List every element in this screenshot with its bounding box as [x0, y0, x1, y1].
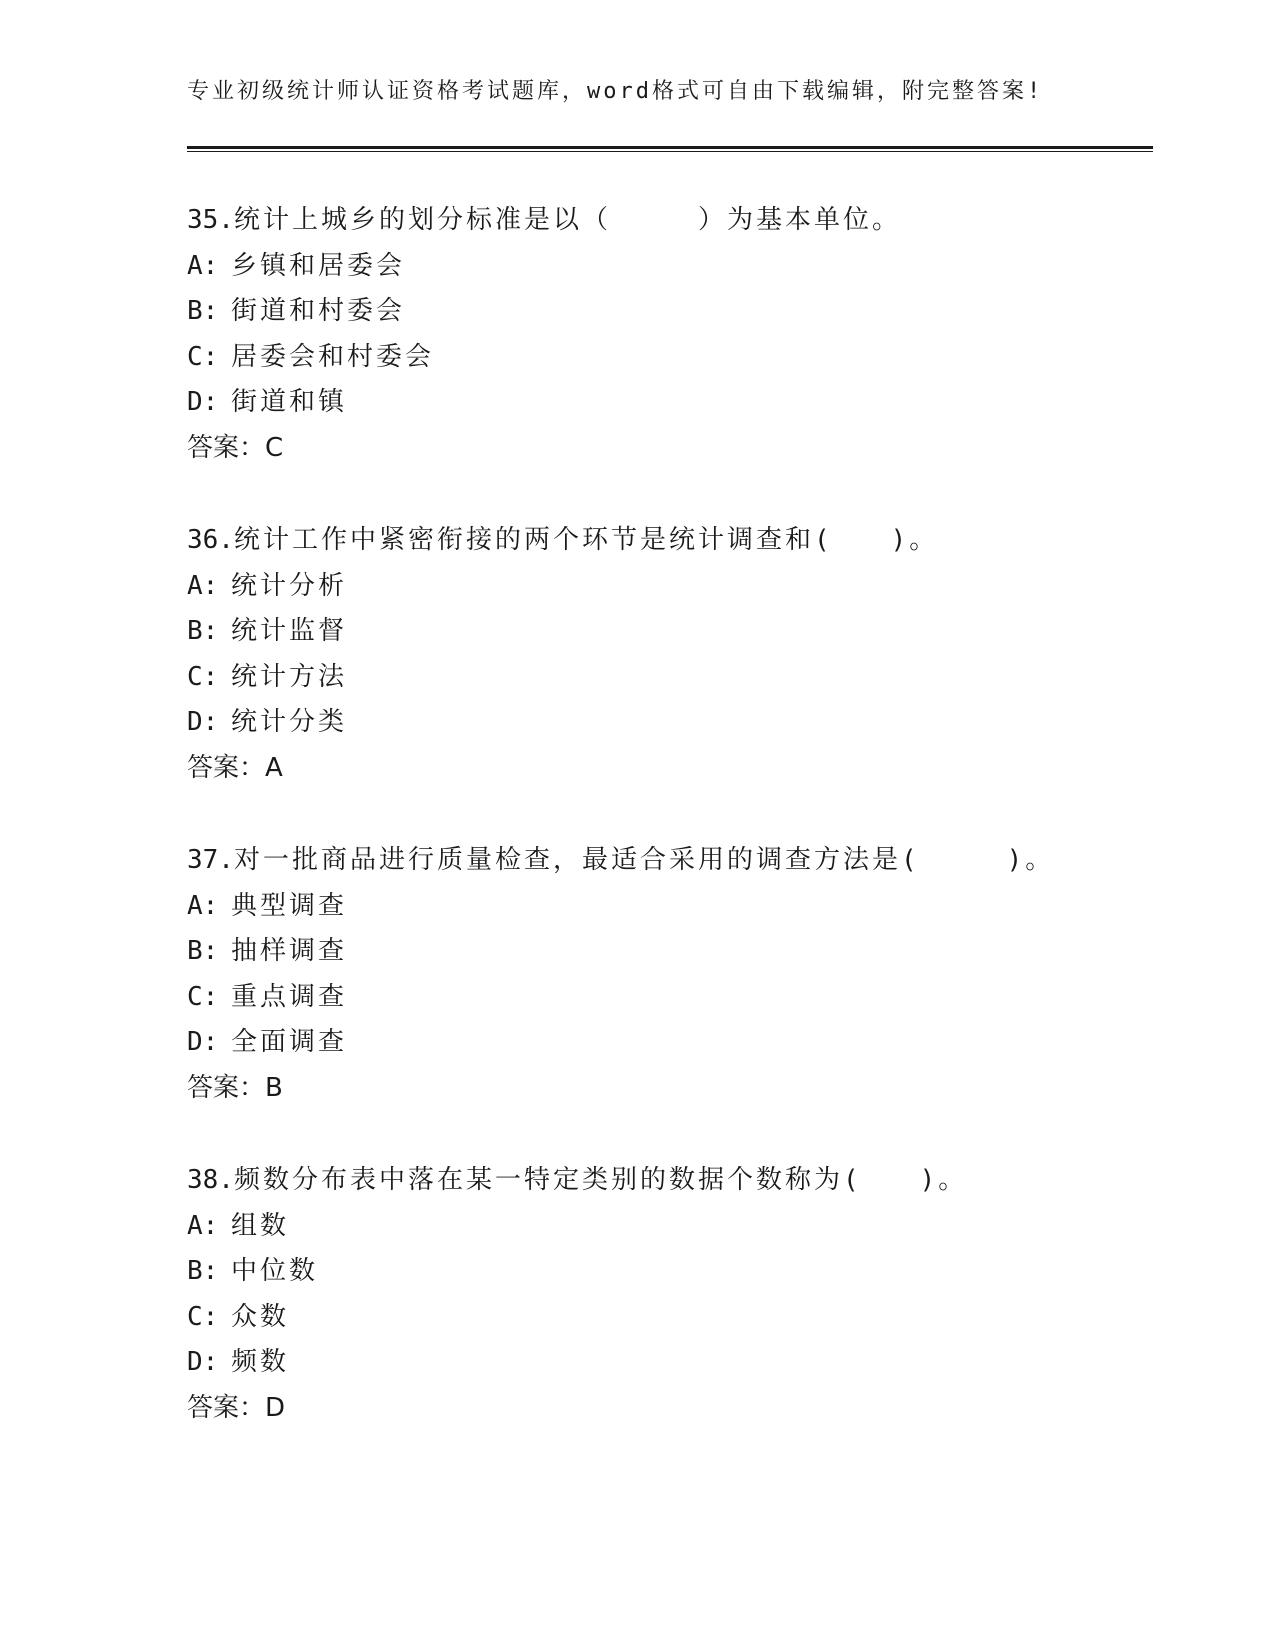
- question-number: 38.: [187, 1165, 234, 1195]
- question-number: 35.: [187, 205, 234, 235]
- option-key: A:: [187, 1210, 219, 1241]
- option-a: [187, 244, 1167, 290]
- option-key: D:: [187, 707, 219, 737]
- option-key: C:: [187, 981, 219, 1012]
- option-text: 中位数: [231, 1256, 319, 1286]
- option-c: [187, 1295, 1167, 1341]
- answer-value: C: [265, 432, 285, 463]
- page-header: 专业初级统计师认证资格考试题库，word格式可自由下载编辑，附完整答案!: [187, 79, 1044, 104]
- question-stem: [187, 198, 1167, 244]
- option-text: 统计监督: [231, 616, 348, 646]
- answer-line: [187, 1386, 1167, 1432]
- option-key: B:: [187, 1256, 219, 1286]
- option-d: [187, 700, 1167, 746]
- option-key: B:: [187, 296, 219, 326]
- answer-label: 答案：: [187, 1392, 266, 1423]
- option-text: 重点调查: [231, 981, 348, 1012]
- option-text: 组数: [231, 1210, 290, 1241]
- option-key: A:: [187, 890, 219, 921]
- option-text: 统计方法: [231, 661, 348, 692]
- option-text: 全面调查: [231, 1027, 348, 1057]
- option-key: C:: [187, 661, 219, 692]
- answer-line: [187, 1066, 1167, 1112]
- option-key: C:: [187, 1301, 219, 1332]
- header-divider: [187, 146, 1153, 152]
- option-text: 抽样调查: [231, 936, 348, 966]
- question-35: [187, 198, 1167, 471]
- option-text: 典型调查: [231, 890, 348, 921]
- answer-value: A: [265, 752, 284, 783]
- option-b: [187, 929, 1167, 975]
- question-stem: [187, 518, 1167, 564]
- option-text: 居委会和村委会: [231, 341, 435, 372]
- header-divider-thick: [187, 146, 1153, 149]
- answer-value: B: [265, 1072, 284, 1103]
- option-key: B:: [187, 616, 219, 646]
- option-key: D:: [187, 387, 219, 417]
- answer-value: D: [265, 1392, 287, 1423]
- option-key: D:: [187, 1347, 219, 1377]
- question-number: 37.: [187, 845, 234, 875]
- option-text: 街道和镇: [231, 387, 348, 417]
- option-a: [187, 1204, 1167, 1250]
- question-number: 36.: [187, 525, 234, 555]
- question-36: [187, 518, 1167, 791]
- option-text: 街道和村委会: [231, 296, 406, 326]
- option-key: A:: [187, 250, 219, 281]
- option-key: A:: [187, 570, 219, 601]
- option-key: C:: [187, 341, 219, 372]
- option-text: 统计分类: [231, 707, 348, 737]
- option-c: [187, 975, 1167, 1021]
- option-b: [187, 1249, 1167, 1295]
- option-c: [187, 655, 1167, 701]
- option-a: [187, 884, 1167, 930]
- option-text: 众数: [231, 1301, 290, 1332]
- question-text: 对一批商品进行质量检查，最适合采用的调查方法是( )。: [233, 845, 1055, 875]
- question-text: 统计工作中紧密衔接的两个环节是统计调查和( )。: [233, 525, 939, 555]
- option-b: [187, 609, 1167, 655]
- option-text: 统计分析: [231, 570, 348, 601]
- question-38: [187, 1158, 1167, 1431]
- answer-label: 答案：: [187, 432, 266, 463]
- answer-line: [187, 746, 1167, 792]
- answer-label: 答案：: [187, 1072, 266, 1103]
- option-b: [187, 289, 1167, 335]
- answer-label: 答案：: [187, 752, 266, 783]
- option-c: [187, 335, 1167, 381]
- answer-line: [187, 426, 1167, 472]
- question-stem: [187, 1158, 1167, 1204]
- question-37: [187, 838, 1167, 1111]
- question-stem: [187, 838, 1167, 884]
- header-divider-thin: [187, 151, 1153, 152]
- option-a: [187, 564, 1167, 610]
- option-d: [187, 1020, 1167, 1066]
- question-text: 频数分布表中落在某一特定类别的数据个数称为( )。: [233, 1165, 968, 1195]
- option-text: 频数: [231, 1347, 290, 1377]
- question-text: 统计上城乡的划分标准是以（ ）为基本单位。: [233, 205, 901, 235]
- option-d: [187, 380, 1167, 426]
- option-key: B:: [187, 936, 219, 966]
- option-text: 乡镇和居委会: [231, 250, 406, 281]
- option-key: D:: [187, 1027, 219, 1057]
- option-d: [187, 1340, 1167, 1386]
